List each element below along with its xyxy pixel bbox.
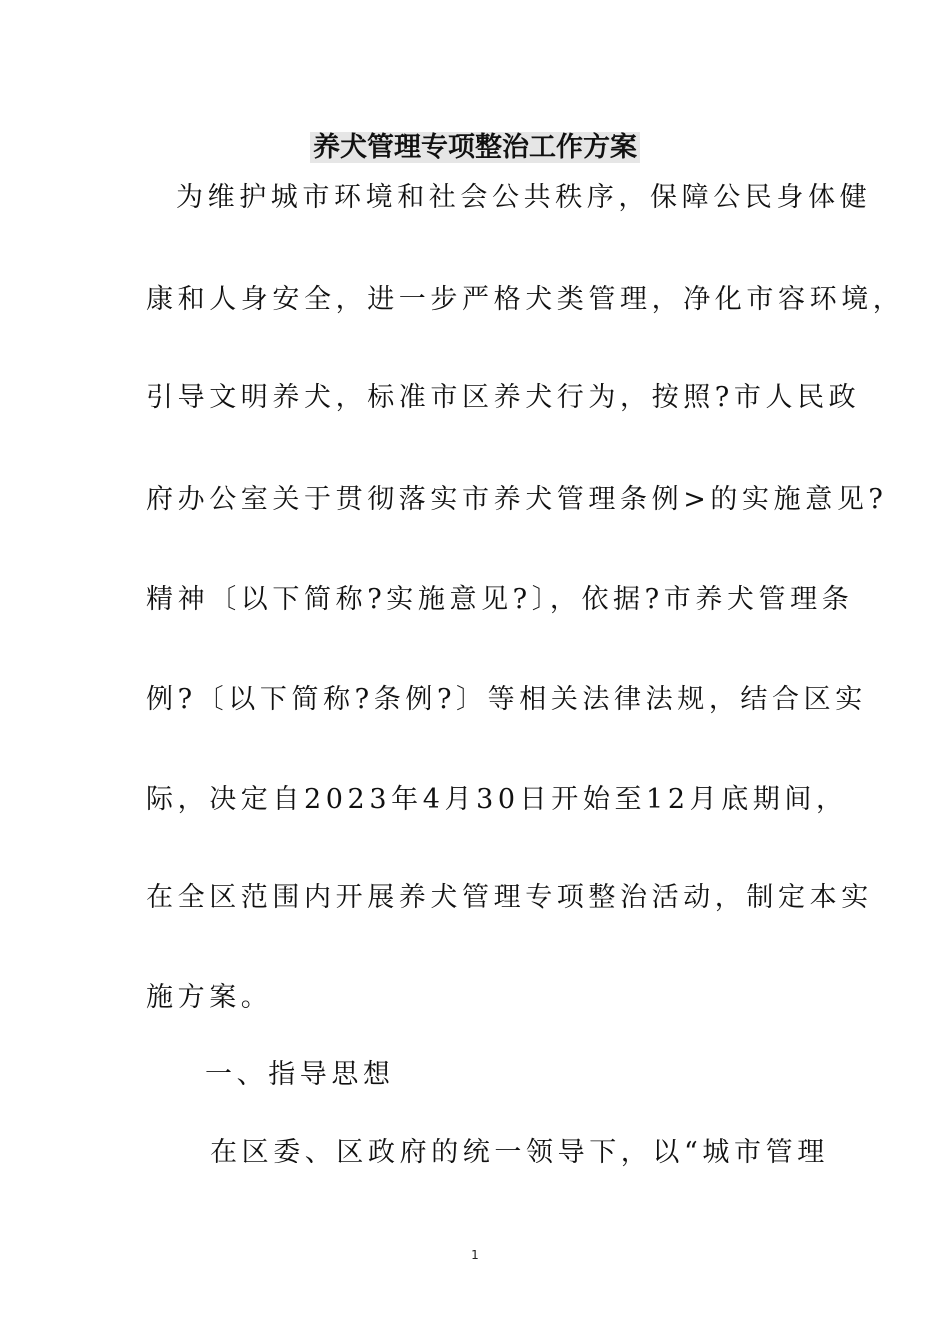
- body-line-3: 引导文明养犬，标准市区养犬行为，按照?市人民政: [146, 382, 861, 413]
- section-body-line-1: 在区委、区政府的统一领导下，以“城市管理: [210, 1137, 829, 1168]
- body-line-6: 例?〔以下简称?条例?〕等相关法律法规，结合区实: [146, 684, 867, 715]
- body-line-4: 府办公室关于贯彻落实市养犬管理条例>的实施意见?: [146, 484, 888, 515]
- body-line-1: 为维护城市环境和社会公共秩序，保障公民身体健: [176, 182, 872, 213]
- body-line-7: 际，决定自2023年4月30日开始至12月底期间，: [146, 784, 848, 815]
- body-line-8: 在全区范围内开展养犬管理专项整治活动，制定本实: [146, 882, 873, 913]
- page-number: 1: [471, 1248, 479, 1262]
- document-title: [0, 128, 950, 168]
- document-title-text: 养犬管理专项整治工作方案: [310, 132, 640, 163]
- body-line-9: 施方案。: [146, 982, 273, 1013]
- body-line-5: 精神〔以下简称?实施意见?〕，依据?市养犬管理条: [146, 584, 854, 615]
- section-heading: 一、指导思想: [205, 1059, 395, 1090]
- body-line-2: 康和人身安全，进一步严格犬类管理，净化市容环境，: [146, 284, 905, 315]
